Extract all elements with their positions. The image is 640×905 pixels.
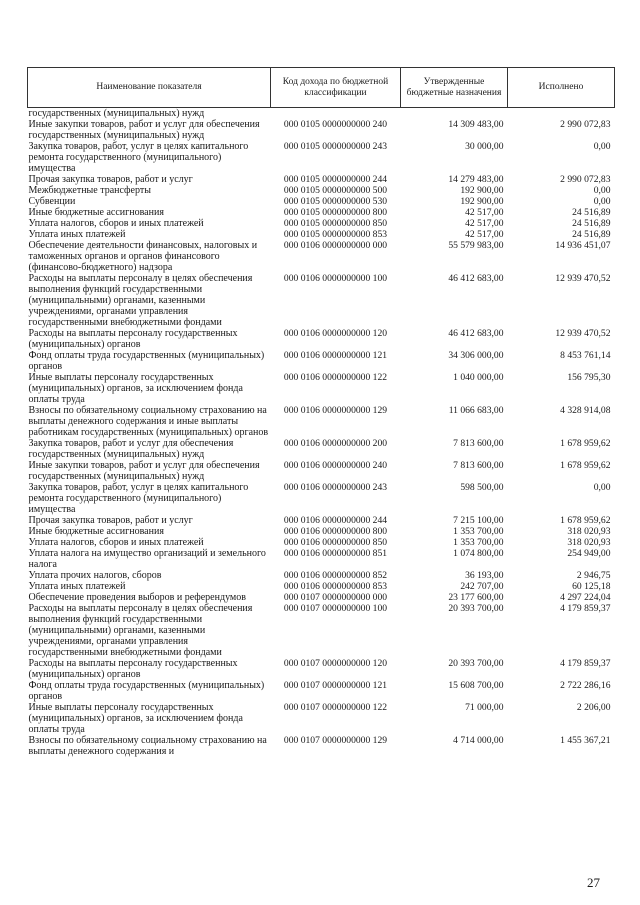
row-approved: 30 000,00 — [465, 141, 504, 152]
row-approved: 71 000,00 — [465, 702, 504, 713]
row-executed: 8 453 761,14 — [560, 350, 611, 361]
row-code: 000 0107 0000000000 122 — [283, 702, 388, 713]
row-executed: 24 516,89 — [572, 218, 611, 229]
table-row — [28, 273, 615, 328]
row-executed: 2 990 072,83 — [560, 174, 611, 185]
row-approved: 23 177 600,00 — [448, 592, 504, 603]
row-code: 000 0105 0000000000 800 — [283, 207, 388, 218]
row-executed: 2 990 072,83 — [560, 119, 611, 130]
row-name: Расходы на выплаты персоналу государственных (муниципальных) органов — [28, 328, 238, 350]
header-code: Код дохода по бюджетной классификации — [271, 68, 401, 108]
header-executed: Исполнено — [508, 68, 615, 108]
table-row — [28, 537, 615, 548]
table-row — [28, 229, 615, 240]
row-approved: 1 074 800,00 — [453, 548, 504, 559]
row-executed: 4 179 859,37 — [560, 603, 611, 614]
row-approved: 20 393 700,00 — [448, 603, 504, 614]
row-executed: 0,00 — [593, 141, 611, 152]
row-code: 000 0106 0000000000 851 — [283, 548, 388, 559]
row-executed: 12 939 470,52 — [555, 273, 611, 284]
row-name: Прочая закупка товаров, работ и услуг — [28, 174, 193, 185]
row-executed: 14 936 451,07 — [555, 240, 611, 251]
row-code: 000 0107 0000000000 000 — [283, 592, 388, 603]
row-approved: 46 412 683,00 — [448, 328, 504, 339]
row-name: Обеспечение проведения выборов и референдумов — [28, 592, 246, 603]
row-approved: 46 412 683,00 — [448, 273, 504, 284]
row-approved: 192 900,00 — [460, 185, 504, 196]
row-code: 000 0106 0000000000 800 — [283, 526, 388, 537]
row-executed: 60 125,18 — [572, 581, 611, 592]
row-executed: 254 949,00 — [567, 548, 611, 559]
row-approved: 242 707,00 — [460, 581, 504, 592]
row-name: Уплата налогов, сборов и иных платежей — [28, 218, 204, 229]
table-header-row — [28, 68, 615, 108]
row-code — [271, 108, 401, 120]
row-executed: 1 678 959,62 — [560, 438, 611, 449]
row-executed: 318 020,93 — [567, 526, 611, 537]
row-approved: 7 813 600,00 — [453, 438, 504, 449]
row-code: 000 0106 0000000000 853 — [283, 581, 388, 592]
row-executed: 0,00 — [593, 185, 611, 196]
table-row — [28, 460, 615, 482]
table-row — [28, 570, 615, 581]
row-name: Закупка товаров, работ, услуг в целях капитального ремонта государственного (муниципального) имущества — [28, 482, 249, 515]
table-row — [28, 548, 615, 570]
row-code: 000 0106 0000000000 000 — [283, 240, 388, 251]
row-executed: 24 516,89 — [572, 229, 611, 240]
row-executed: 12 939 470,52 — [555, 328, 611, 339]
row-approved: 1 353 700,00 — [453, 526, 504, 537]
row-approved: 15 608 700,00 — [448, 680, 504, 691]
row-approved: 14 309 483,00 — [448, 119, 504, 130]
row-name: Иные выплаты персоналу государственных (муниципальных) органов, за исключением фонда оплаты труда — [28, 372, 243, 405]
row-approved: 7 813 600,00 — [453, 460, 504, 471]
row-executed: 156 795,30 — [567, 372, 611, 383]
row-name: Уплата иных платежей — [28, 229, 126, 240]
row-executed: 24 516,89 — [572, 207, 611, 218]
row-name: Обеспечение деятельности финансовых, налоговых и таможенных органов и органов финансового (финансово-бюджетного) надзора — [28, 240, 258, 273]
row-approved: 7 215 100,00 — [453, 515, 504, 526]
row-code: 000 0106 0000000000 122 — [283, 372, 388, 383]
row-code: 000 0106 0000000000 240 — [283, 460, 388, 471]
row-name: государственных (муниципальных) нужд — [28, 108, 205, 119]
row-code: 000 0105 0000000000 853 — [283, 229, 388, 240]
row-name: Уплата налога на имущество организаций и земельного налога — [28, 548, 266, 570]
table-row — [28, 350, 615, 372]
row-approved: 42 517,00 — [465, 229, 504, 240]
row-executed: 2 946,75 — [576, 570, 611, 581]
row-code: 000 0106 0000000000 244 — [283, 515, 388, 526]
row-name: Фонд оплаты труда государственных (муниципальных) органов — [28, 350, 265, 372]
row-name: Межбюджетные трансферты — [28, 185, 151, 196]
row-name: Иные закупки товаров, работ и услуг для обеспечения государственных (муниципальных) нужд — [28, 460, 260, 482]
row-executed: 1 455 367,21 — [560, 735, 611, 746]
row-name: Взносы по обязательному социальному страхованию на выплаты денежного содержания и — [28, 735, 267, 757]
row-approved: 42 517,00 — [465, 218, 504, 229]
row-name: Субвенции — [28, 196, 76, 207]
row-code: 000 0107 0000000000 120 — [283, 658, 388, 669]
row-code: 000 0105 0000000000 244 — [283, 174, 388, 185]
row-name: Уплата налогов, сборов и иных платежей — [28, 537, 204, 548]
row-approved — [401, 108, 508, 120]
row-code: 000 0106 0000000000 129 — [283, 405, 388, 416]
table-row — [28, 581, 615, 592]
row-code: 000 0105 0000000000 500 — [283, 185, 388, 196]
row-approved: 14 279 483,00 — [448, 174, 504, 185]
row-code: 000 0105 0000000000 240 — [283, 119, 388, 130]
row-code: 000 0106 0000000000 852 — [283, 570, 388, 581]
row-executed: 4 179 859,37 — [560, 658, 611, 669]
table-row — [28, 592, 615, 603]
row-code: 000 0105 0000000000 530 — [283, 196, 388, 207]
table-row — [28, 174, 615, 185]
row-code: 000 0105 0000000000 243 — [283, 141, 388, 152]
page-number: 27 — [587, 875, 600, 890]
table-row — [28, 207, 615, 218]
table-row — [28, 438, 615, 460]
table-row — [28, 526, 615, 537]
row-name: Фонд оплаты труда государственных (муниципальных) органов — [28, 680, 265, 702]
row-code: 000 0106 0000000000 200 — [283, 438, 388, 449]
row-name: Расходы на выплаты персоналу в целях обеспечения выполнения функций государственными (муниципальными) органами, казенными учреждениями, органами управления государственными внебюджетными фондами — [28, 273, 253, 328]
row-code: 000 0106 0000000000 121 — [283, 350, 388, 361]
row-name: Иные выплаты персоналу государственных (муниципальных) органов, за исключением фонда оплаты труда — [28, 702, 243, 735]
row-approved: 1 040 000,00 — [453, 372, 504, 383]
table-row — [28, 185, 615, 196]
row-code: 000 0107 0000000000 121 — [283, 680, 388, 691]
row-code: 000 0107 0000000000 129 — [283, 735, 388, 746]
row-executed: 2 206,00 — [576, 702, 611, 713]
header-name: Наименование показателя — [28, 68, 271, 108]
row-approved: 20 393 700,00 — [448, 658, 504, 669]
row-name: Взносы по обязательному социальному страхованию на выплаты денежного содержания и иные выплаты работникам государственных (муниципальных) органов — [28, 405, 269, 438]
row-approved: 598 500,00 — [460, 482, 504, 493]
row-name: Расходы на выплаты персоналу в целях обеспечения выполнения функций государственными (муниципальными) органами, казенными учреждениями, органами управления государственными внебюджетными фондами — [28, 603, 253, 658]
header-approved: Утвержденные бюджетные назначения — [401, 68, 508, 108]
table-row — [28, 603, 615, 658]
table-row — [28, 328, 615, 350]
table-row — [28, 405, 615, 438]
row-executed: 4 297 224,04 — [560, 592, 611, 603]
table-body — [28, 108, 615, 758]
row-name: Закупка товаров, работ и услуг для обеспечения государственных (муниципальных) нужд — [28, 438, 234, 460]
table-row — [28, 119, 615, 141]
row-approved: 11 066 683,00 — [448, 405, 504, 416]
row-executed: 2 722 286,16 — [560, 680, 611, 691]
row-approved: 4 714 000,00 — [453, 735, 504, 746]
row-code: 000 0106 0000000000 850 — [283, 537, 388, 548]
table-row — [28, 240, 615, 273]
row-code: 000 0106 0000000000 100 — [283, 273, 388, 284]
table-row — [28, 196, 615, 207]
row-approved: 42 517,00 — [465, 207, 504, 218]
row-name: Прочая закупка товаров, работ и услуг — [28, 515, 193, 526]
row-name: Иные бюджетные ассигнования — [28, 526, 164, 537]
row-approved: 1 353 700,00 — [453, 537, 504, 548]
row-approved: 36 193,00 — [465, 570, 504, 581]
table-row — [28, 372, 615, 405]
table-row — [28, 108, 615, 120]
table-row — [28, 218, 615, 229]
table-row — [28, 702, 615, 735]
row-executed: 1 678 959,62 — [560, 515, 611, 526]
row-name: Закупка товаров, работ, услуг в целях капитального ремонта государственного (муниципального) имущества — [28, 141, 249, 174]
row-executed: 318 020,93 — [567, 537, 611, 548]
row-executed: 1 678 959,62 — [560, 460, 611, 471]
row-code: 000 0107 0000000000 100 — [283, 603, 388, 614]
row-name: Уплата прочих налогов, сборов — [28, 570, 162, 581]
table-row — [28, 482, 615, 515]
table-row — [28, 735, 615, 757]
row-code: 000 0105 0000000000 850 — [283, 218, 388, 229]
table-row — [28, 658, 615, 680]
table-row — [28, 515, 615, 526]
budget-table — [27, 67, 615, 757]
row-name: Расходы на выплаты персоналу государственных (муниципальных) органов — [28, 658, 238, 680]
row-approved: 192 900,00 — [460, 196, 504, 207]
table-row — [28, 141, 615, 174]
row-executed: 0,00 — [593, 196, 611, 207]
row-executed — [508, 108, 615, 120]
row-approved: 34 306 000,00 — [448, 350, 504, 361]
row-name: Иные закупки товаров, работ и услуг для обеспечения государственных (муниципальных) нужд — [28, 119, 260, 141]
row-approved: 55 579 983,00 — [448, 240, 504, 251]
row-name: Иные бюджетные ассигнования — [28, 207, 164, 218]
row-executed: 4 328 914,08 — [560, 405, 611, 416]
row-code: 000 0106 0000000000 243 — [283, 482, 388, 493]
row-code: 000 0106 0000000000 120 — [283, 328, 388, 339]
row-executed: 0,00 — [593, 482, 611, 493]
row-name: Уплата иных платежей — [28, 581, 126, 592]
table-row — [28, 680, 615, 702]
